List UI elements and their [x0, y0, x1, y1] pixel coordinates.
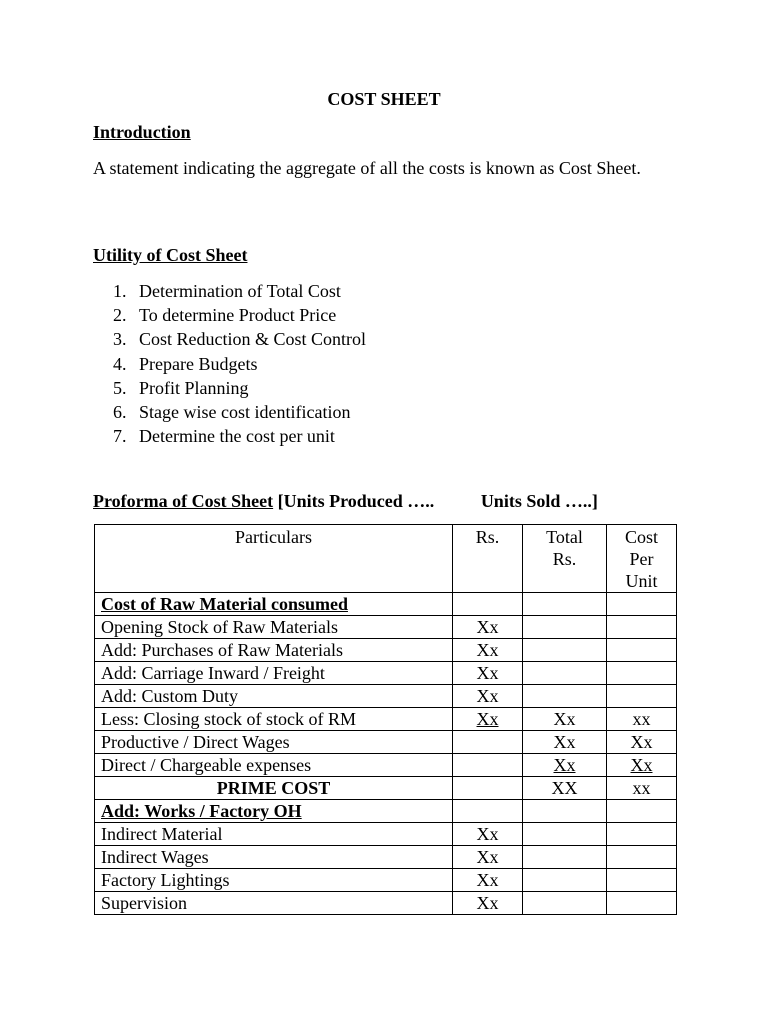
row-total: [523, 800, 607, 823]
row-unit: [607, 616, 677, 639]
row-unit: Xx: [607, 754, 677, 777]
row-unit: xx: [607, 708, 677, 731]
table-row: [95, 754, 677, 777]
row-rs: [453, 777, 523, 800]
row-particulars: Factory Lightings: [95, 869, 453, 892]
table-row: [95, 685, 677, 708]
row-unit: [607, 685, 677, 708]
row-rs: Xx: [453, 639, 523, 662]
row-unit: [607, 846, 677, 869]
list-item: 1. Determination of Total Cost: [113, 281, 341, 301]
header-cost-per-unit: Cost Per Unit: [607, 525, 677, 593]
row-total: XX: [523, 777, 607, 800]
table-row: [95, 616, 677, 639]
table-header-row: [95, 525, 677, 593]
row-particulars: PRIME COST: [95, 777, 453, 800]
table-row: [95, 731, 677, 754]
row-rs: [453, 800, 523, 823]
table-row: [95, 823, 677, 846]
list-item: 4. Prepare Budgets: [113, 353, 258, 374]
table-row: [95, 593, 677, 616]
row-total: Xx: [523, 708, 607, 731]
list-item: 6. Stage wise cost identification: [113, 401, 351, 422]
row-total: [523, 639, 607, 662]
row-particulars: Cost of Raw Material consumed: [95, 593, 453, 616]
row-unit: [607, 639, 677, 662]
table-row: [95, 708, 677, 731]
row-rs: [453, 754, 523, 777]
table-row: [95, 800, 677, 823]
row-rs: Xx: [453, 823, 523, 846]
row-unit: [607, 892, 677, 915]
utility-heading: Utility of Cost Sheet: [93, 245, 248, 265]
utility-list: [113, 279, 366, 448]
introduction-text: A statement indicating the aggregate of all the costs is known as Cost Sheet.: [93, 158, 641, 178]
proforma-title: Proforma of Cost Sheet: [93, 491, 274, 511]
row-particulars: Add: Purchases of Raw Materials: [95, 639, 453, 662]
table-row: [95, 777, 677, 800]
row-unit: [607, 869, 677, 892]
row-particulars: Add: Custom Duty: [95, 685, 453, 708]
row-total: [523, 892, 607, 915]
row-rs: [453, 593, 523, 616]
list-item: 3. Cost Reduction & Cost Control: [113, 329, 367, 350]
row-particulars: Add: Carriage Inward / Freight: [95, 662, 453, 685]
row-total: [523, 846, 607, 869]
row-unit: [607, 662, 677, 685]
row-unit: [607, 823, 677, 846]
table-row: [95, 892, 677, 915]
row-unit: [607, 593, 677, 616]
row-rs: Xx: [453, 662, 523, 685]
row-total: [523, 662, 607, 685]
row-total: Xx: [523, 754, 607, 777]
cost-sheet-table: [94, 524, 677, 915]
list-item: 7. Determine the cost per unit: [113, 426, 335, 447]
row-particulars: Add: Works / Factory OH: [95, 800, 453, 823]
units-produced-label: [Units Produced …..: [277, 491, 435, 511]
row-rs: Xx: [453, 846, 523, 869]
table-row: [95, 846, 677, 869]
header-rs: Rs.: [453, 525, 523, 593]
introduction-heading: Introduction: [93, 122, 191, 142]
header-particulars: Particulars: [95, 525, 453, 593]
table-row: [95, 639, 677, 662]
proforma-heading: [93, 491, 598, 512]
row-rs: Xx: [453, 869, 523, 892]
row-rs: Xx: [453, 616, 523, 639]
row-rs: [453, 731, 523, 754]
row-particulars: Indirect Material: [95, 823, 453, 846]
row-total: [523, 616, 607, 639]
row-total: [523, 593, 607, 616]
row-total: Xx: [523, 731, 607, 754]
row-unit: xx: [607, 777, 677, 800]
row-rs: Xx: [453, 685, 523, 708]
row-particulars: Opening Stock of Raw Materials: [95, 616, 453, 639]
row-unit: [607, 800, 677, 823]
row-particulars: Supervision: [95, 892, 453, 915]
table-row: [95, 869, 677, 892]
list-item: 5. Profit Planning: [113, 377, 249, 398]
row-particulars: Less: Closing stock of stock of RM: [95, 708, 453, 731]
header-total: Total Rs.: [523, 525, 607, 593]
row-total: [523, 823, 607, 846]
row-particulars: Productive / Direct Wages: [95, 731, 453, 754]
row-particulars: Indirect Wages: [95, 846, 453, 869]
units-sold-label: Units Sold …..]: [480, 491, 598, 511]
row-rs: Xx: [453, 892, 523, 915]
row-rs: Xx: [453, 708, 523, 731]
row-unit: Xx: [607, 731, 677, 754]
row-total: [523, 685, 607, 708]
row-particulars: Direct / Chargeable expenses: [95, 754, 453, 777]
document-title: COST SHEET: [327, 89, 441, 109]
table-row: [95, 662, 677, 685]
list-item: 2. To determine Product Price: [113, 305, 337, 326]
row-total: [523, 869, 607, 892]
